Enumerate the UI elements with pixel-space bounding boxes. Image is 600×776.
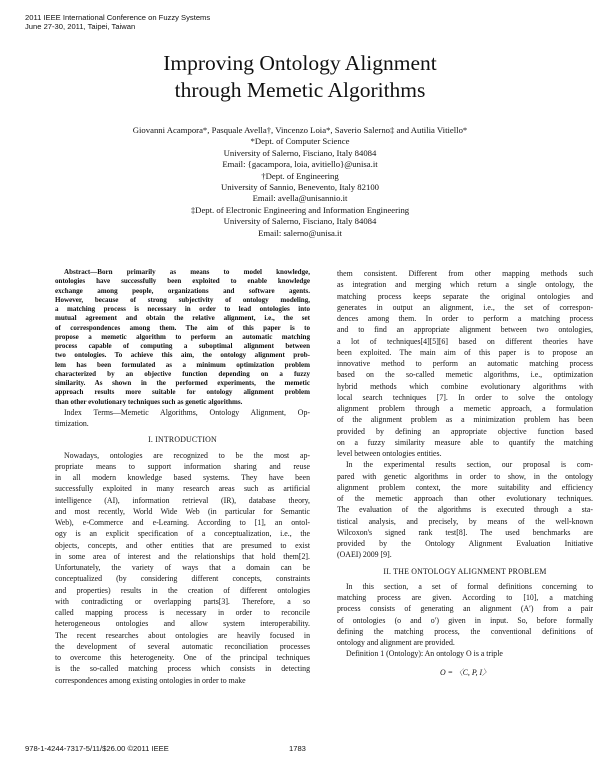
- text-line: Abstract—Born primarily as means to model knowledge,: [64, 268, 310, 276]
- text-line: defining the matching process, the conventional definitions of: [337, 626, 593, 636]
- text-line: of correspondences among them. The aim of this paper is to: [55, 323, 310, 332]
- text-line: pared with genetic algorithms in order to show, in the ontology: [337, 471, 593, 481]
- abstract: [55, 268, 310, 407]
- text-line: matching process keeps separate the original ontologies and: [337, 291, 593, 301]
- text-line: in all modern knowledge based systems. They have been: [55, 473, 310, 482]
- text-line: dences among them. In order to perform a matching process: [337, 314, 593, 323]
- text-line: a lot of techniques[4][5][6] based on different theories have: [337, 336, 593, 346]
- text-line: similarity. As shown in the performed experiments, the memetic: [55, 379, 310, 387]
- title-line-1: Improving Ontology Alignment: [163, 51, 437, 75]
- text-line: matching process are given. According to [10], a matching: [337, 593, 593, 602]
- text-line: two ontologies. To achieve this aim, the ontology alignment prob-: [55, 351, 310, 360]
- affiliation-1-dept: *Dept. of Computer Science: [250, 136, 350, 147]
- text-line: However, because of strong subjectivity of ontology modeling,: [55, 295, 310, 304]
- text-line: In this section, a set of formal definitions concerning to: [346, 581, 593, 591]
- text-line: ogy is an explicit specification of a conceptualization, i.e., the: [55, 529, 310, 539]
- text-line: ontologies have successfully been exploited to enable knowledge: [55, 277, 310, 286]
- text-line: In the experimental results section, our proposal is com-: [346, 460, 593, 470]
- text-line: with contradicting or overlapping parts[3]. Therefore, a so: [55, 596, 310, 606]
- text-line: Definition 1 (Ontology): An ontology O is a triple: [346, 649, 503, 659]
- footer-isbn: 978-1-4244-7317-5/11/$26.00 ©2011 IEEE: [25, 744, 169, 753]
- conference-name: 2011 IEEE International Conference on Fuzzy Systems: [25, 13, 211, 22]
- text-line: process consists of generating an alignment (A′) from a pair: [337, 604, 593, 614]
- text-line: local search techniques [7]. In order to solve the ontology: [337, 392, 593, 402]
- text-line: is the so-called matching process which consists in detecting: [55, 664, 310, 674]
- text-line: process capable of computing a suboptimal alignment between: [55, 342, 310, 350]
- text-line: of the alignment problem as a minimization problem has been: [337, 415, 593, 425]
- text-line: Nowadays, ontologies are recognized to be the most ap-: [64, 450, 310, 460]
- text-line: Web), e-Commerce and e-Learning. According to [1], an ontol-: [55, 518, 310, 527]
- text-line: approach results more suitable for ontology alignment problem: [55, 388, 310, 397]
- affiliation-1-email: Email: {gacampora, loia, avitiello}@unisa.it: [222, 159, 378, 170]
- paper-title: [0, 50, 600, 104]
- affiliation-3-univ: University of Salerno, Fisciano, Italy 84084: [223, 216, 377, 227]
- text-line: The evaluation of the algorithms is executed through a sta-: [337, 505, 593, 515]
- ontology-equation: O = 〈C, P, I〉: [439, 667, 491, 677]
- author-names: Giovanni Acampora*, Pasquale Avella†, Vincenzo Loia*, Saverio Salerno‡ and Autilia Vitiello*: [132, 125, 468, 135]
- text-line: of the memetic approach than other evolutionary techniques.: [337, 494, 593, 503]
- text-line: alignment problem context, the more suitability and efficiency: [337, 482, 593, 492]
- text-line: alignment problem through a memetic approach, a formulation: [337, 404, 593, 413]
- text-line: The recent researches about ontologies are heavily focused in: [55, 630, 310, 640]
- text-line: called mapping process is necessary in order to reconcile: [55, 608, 310, 617]
- title-line-2: through Memetic Algorithms: [174, 78, 426, 102]
- affiliation-3-dept: ‡Dept. of Electronic Engineering and Information Engineering: [190, 204, 410, 215]
- affiliation-2-univ: University of Sannio, Benevento, Italy 82100: [220, 182, 380, 193]
- text-line: timization.: [55, 419, 89, 428]
- text-line: propose a memetic algorithm to perform an automatic matching: [55, 332, 310, 341]
- text-line: generates in output an alignment, i.e., the set of correspon-: [337, 302, 593, 312]
- text-line: to overcome this heterogeneity. One of the principal techniques: [55, 653, 310, 662]
- left-column: [55, 268, 310, 686]
- right-column: [337, 268, 593, 678]
- text-line: level between ontologies entities.: [337, 449, 442, 458]
- conference-date-location: June 27-30, 2011, Taipei, Taiwan: [25, 22, 136, 32]
- text-line: successfully exploited in many research areas such as artificial: [55, 484, 310, 494]
- text-line: lem has been formulated as a minimum optimization problem: [55, 360, 310, 369]
- introduction-text: [55, 450, 310, 686]
- experimental-summary: [337, 459, 593, 560]
- text-line: tistical analysis, and precisely, by means of the well-known: [337, 516, 593, 526]
- text-line: ontology and alignment are provided.: [337, 638, 455, 647]
- text-line: heterogeneous ontologies and allow system interoperability.: [55, 619, 310, 629]
- index-terms: [55, 407, 310, 430]
- text-line: propriate means to support information sharing and reuse: [55, 461, 310, 471]
- text-line: intelligence (AI), information retrieval (IR), database theory,: [55, 495, 310, 505]
- intro-continuation: [337, 268, 593, 459]
- author-block: [0, 125, 600, 239]
- text-line: Unfortunately, the variety of ways that a domain can be: [55, 563, 310, 572]
- section-1-heading: I. INTRODUCTION: [148, 435, 217, 445]
- text-line: objects, concepts, and other entities that are presumed to exist: [55, 540, 310, 550]
- text-line: them consistent. Different from other mapping methods such: [337, 269, 593, 278]
- text-line: Index Terms—Memetic Algorithms, Ontology Alignment, Op-: [64, 407, 310, 417]
- text-line: the development of several automatic reconciliation processes: [55, 641, 310, 651]
- text-line: on a fuzzy similarity measure able to quantify the matching: [337, 437, 593, 447]
- text-line: provided by defining an appropriate objective function based: [337, 426, 593, 436]
- text-line: as integration and merging which return a single ontology, the: [337, 280, 593, 290]
- conference-header: [25, 13, 210, 32]
- text-line: innovative method to perform an automatic matching process: [337, 359, 593, 368]
- text-line: based on the so-called memetic algorithms, i.e., optimization: [337, 370, 593, 380]
- text-line: a matching process is necessary in order to lead ontologies into: [55, 305, 310, 313]
- text-line: conceptualized (by considering different concepts, constraints: [55, 574, 310, 584]
- text-line: in some area of interest and the relationships that hold them[2].: [55, 551, 310, 561]
- text-line: (OAEI) 2009 [9].: [337, 550, 392, 560]
- text-line: hybrid methods which combine evolutionary algorithms with: [337, 381, 593, 391]
- affiliation-3-email: Email: salerno@unisa.it: [258, 227, 342, 238]
- text-line: of ontologies (o and o′) given in input. So, before formally: [337, 615, 593, 625]
- section-2-text: [337, 581, 593, 660]
- affiliation-2-email: Email: avella@unisannio.it: [252, 193, 348, 204]
- section-2-heading: II. THE ONTOLOGY ALIGNMENT PROBLEM: [383, 566, 547, 576]
- text-line: and most recently, World Wide Web (in particular for Semantic: [55, 506, 310, 516]
- text-line: correspondences among existing ontologies in order to make: [55, 675, 246, 685]
- text-line: and to find an appropriate alignment between two ontologies,: [337, 325, 593, 335]
- affiliation-1-univ: University of Salerno, Fisciano, Italy 84084: [223, 147, 377, 158]
- affiliation-2-dept: †Dept. of Engineering: [261, 170, 339, 181]
- text-line: and properties) results in the creation of different ontologies: [55, 585, 310, 595]
- text-line: Wilcoxon's signed rank test[8]. The used benchmarks are: [337, 527, 593, 537]
- text-line: than other evolutionary techniques such as genetic algorithms.: [55, 397, 243, 406]
- text-line: characterized by an objective function depending on a fuzzy: [55, 369, 310, 378]
- text-line: exchange among people, organizations and software agents.: [55, 286, 310, 295]
- text-line: provided by the Ontology Alignment Evaluation Initiative: [337, 539, 593, 548]
- text-line: been exploited. The main aim of this paper is to propose an: [337, 347, 593, 357]
- text-line: mutual agreement and obtain the relative alignment, i.e., the set: [55, 314, 310, 323]
- page-number: 1783: [289, 744, 306, 753]
